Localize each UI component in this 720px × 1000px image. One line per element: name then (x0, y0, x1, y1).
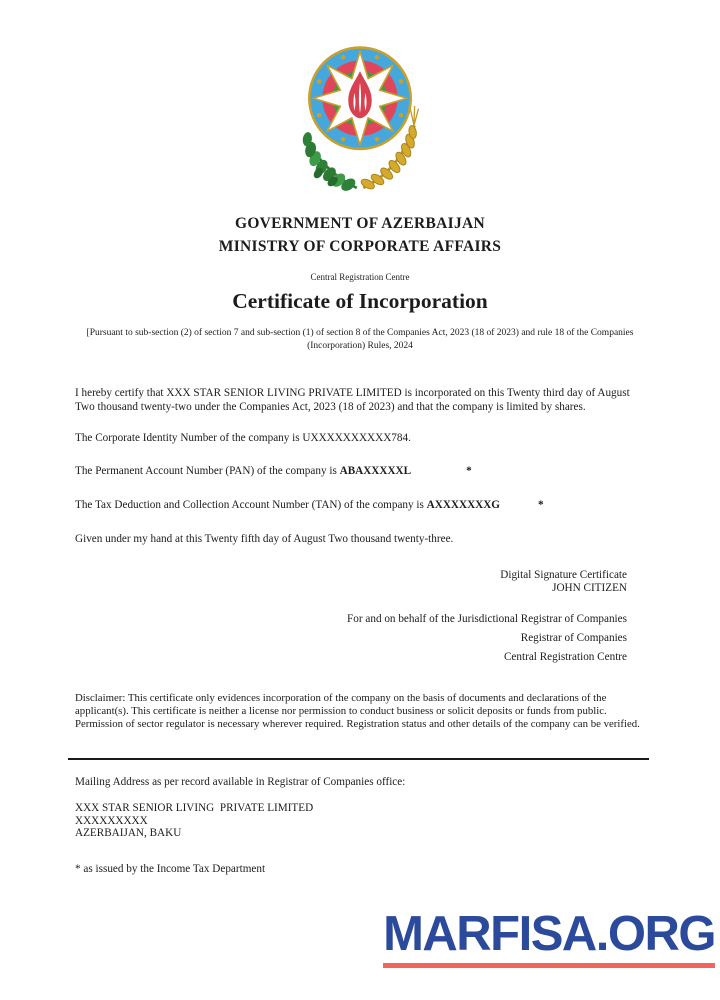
tan-line (75, 498, 650, 512)
tan-asterisk: * (538, 499, 544, 511)
certify-paragraph: I hereby certify that XXX STAR SENIOR LIVING PRIVATE LIMITED is incorporated on this Twenty third day of August Two thousand twenty-two under the Companies Act, 2023 (18 of 2023) and that the company is limited by shares. (75, 387, 630, 413)
marfisa-logo-text: MARFISA.ORG (383, 907, 715, 961)
mailing-city-line: AZERBAIJAN, BAKU (75, 827, 182, 839)
azerbaijan-emblem (295, 33, 425, 196)
tan-prefix: The Tax Deduction and Collection Account Number (TAN) of the company is (75, 499, 427, 511)
divider-rule (68, 758, 649, 760)
pan-asterisk: * (466, 465, 472, 477)
registrar-attribution (75, 610, 627, 667)
digital-signature-label: Digital Signature Certificate (500, 569, 627, 581)
behalf-line: For and on behalf of the Jurisdictional Registrar of Companies (347, 613, 627, 625)
certificate-title: Certificate of Incorporation (232, 289, 488, 313)
signature-block (75, 569, 650, 667)
signatory-name: JOHN CITIZEN (552, 582, 627, 594)
mailing-address-line: XXXXXXXXX (75, 814, 148, 827)
mailing-address-heading: Mailing Address as per record available in Registrar of Companies office: (75, 776, 406, 788)
registration-centre-line: Central Registration Centre (503, 651, 627, 663)
pan-value: ABAXXXXXL (339, 465, 412, 477)
azerbaijan-coat-of-arms-icon (295, 33, 425, 196)
mailing-company-name: XXX STAR SENIOR LIVING PRIVATE LIMITED (75, 802, 314, 814)
mailing-address-block (75, 802, 650, 840)
disclaimer-paragraph: Disclaimer: This certificate only evidences incorporation of the company on the basis of documents and declarations of the applicant(s). This certificate is neither a license nor permission to conduct business or solicit deposits or funds from public. Permission of sector regulator is necessary wherever required. Registration status and other details of the company can be verified. (75, 692, 640, 730)
marfisa-logo-underline (383, 963, 715, 968)
ministry-title: MINISTRY OF CORPORATE AFFAIRS (218, 238, 502, 255)
centre-subtitle: Central Registration Centre (310, 272, 410, 282)
certificate-header (0, 212, 720, 352)
pan-prefix: The Permanent Account Number (PAN) of the company is (75, 465, 340, 477)
certificate-body (75, 386, 650, 876)
tan-value: AXXXXXXXG (426, 499, 501, 511)
pan-line (75, 464, 650, 478)
given-under-hand-line: Given under my hand at this Twenty fifth day of August Two thousand twenty-three. (75, 533, 454, 545)
government-title: GOVERNMENT OF AZERBAIJAN (234, 215, 486, 232)
registrar-line: Registrar of Companies (520, 632, 627, 644)
income-tax-footnote: * as issued by the Income Tax Department (75, 862, 266, 875)
cin-line: The Corporate Identity Number of the company is UXXXXXXXXXX784. (75, 432, 411, 444)
marfisa-logo (383, 907, 715, 968)
pursuant-clause: [Pursuant to sub-section (2) of section 7 and sub-section (1) of section 8 of the Companies Act, 2023 (18 of 2023) and rule 18 of the Companies (Incorporation) Rules, 2024 (86, 328, 634, 351)
